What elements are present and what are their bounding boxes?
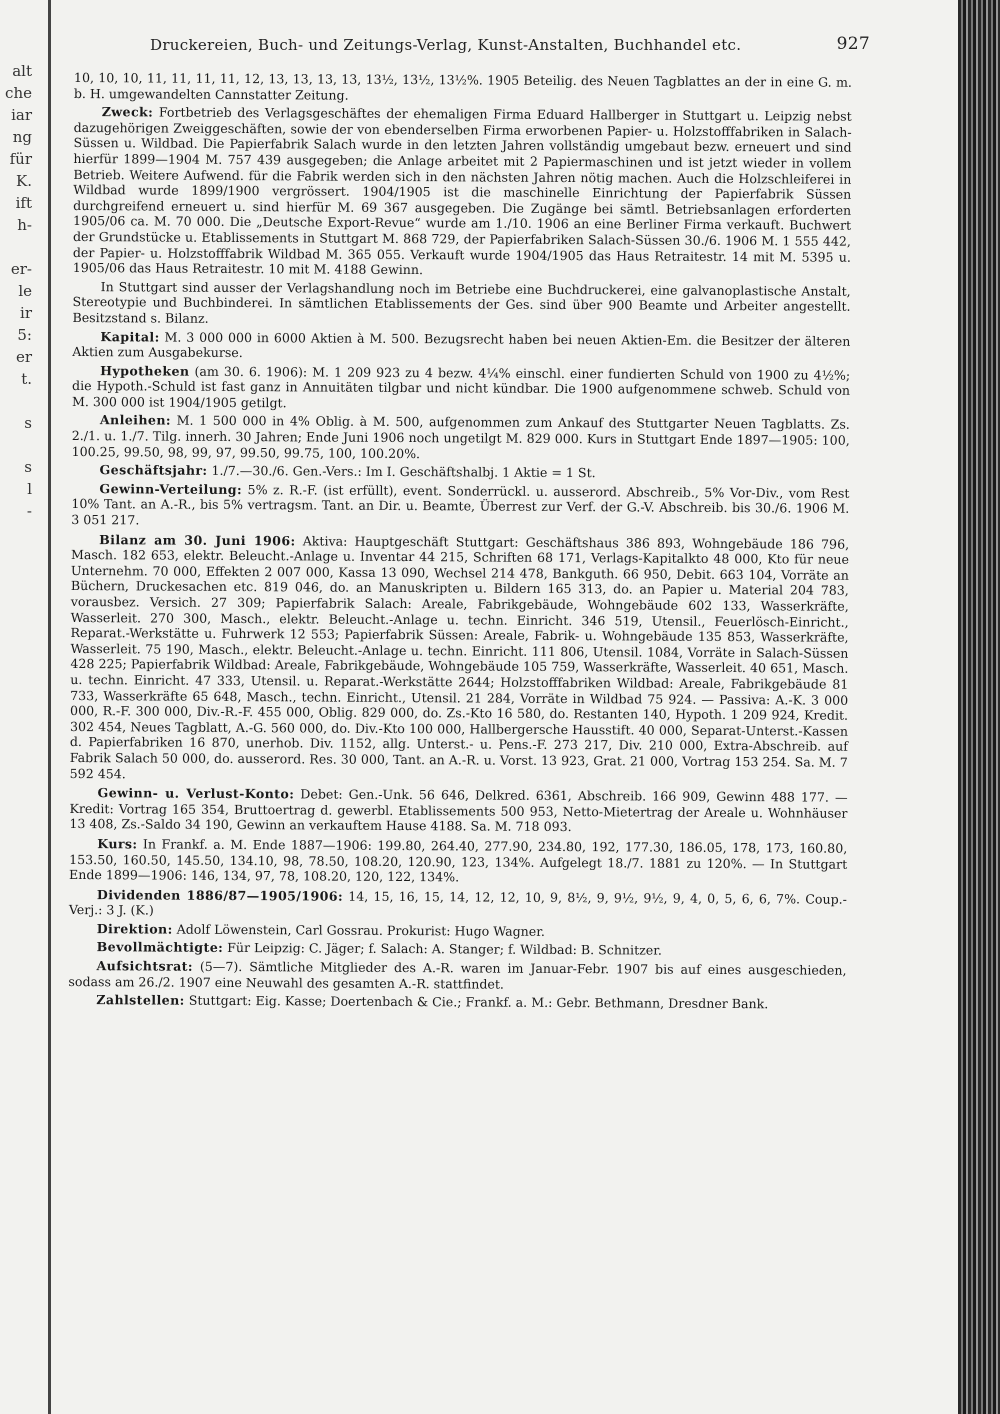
margin-fragment: s	[24, 414, 32, 432]
page-number: 927	[836, 34, 870, 54]
margin-fragment: t.	[21, 370, 32, 388]
running-header	[150, 36, 870, 54]
paragraph	[69, 939, 847, 959]
margin-fragment: ift	[15, 194, 32, 212]
paragraph-text: (5—7). Sämtliche Mitglieder des A.-R. waren im Januar-Febr. 1907 bis auf eines ausgeschieden, sodass am 26./2. 1907 eine Neuwahl des gesamten A.-R. stattfindet.	[68, 958, 847, 992]
section-label: Gewinn-Verteilung:	[99, 481, 243, 497]
margin-fragment: K.	[16, 172, 32, 190]
paragraph-text: 14, 15, 16, 15, 14, 12, 12, 10, 9, 8½, 9, 9½, 9½, 9, 4, 0, 5, 6, 6, 7%. Coup.-Verj.: 3 J. (K.)	[68, 888, 847, 918]
paragraph	[70, 532, 850, 786]
section-label: Kurs:	[97, 836, 138, 852]
left-margin-fragments	[0, 60, 36, 522]
margin-fragment: s	[24, 458, 32, 476]
page-fold-line	[48, 0, 51, 1414]
section-label: Kapital:	[100, 328, 160, 345]
paragraph-text: Fortbetrieb des Verlagsgeschäftes der ehemaligen Firma Eduard Hallberger in Stuttgart u. Leipzig nebst dazugehörigen Zweiggeschäften, sowie der von ebenderselben Firma erworbenen Papier- u. Holzstofffabriken in Salach-Süssen u. Wildbad. Die Papierfabrik Salach wurde in den letzten Jahren vollständig umgebaut bezw. erneuert und sind hierfür 1899—1904 M. 757 439 ausgegeben; die Anlage arbeitet mit 2 Papiermaschinen und ist jetzt wieder in vollem Betrieb. Weitere Aufwend. für die Fabrik werden sich in den nächsten Jahren nötig machen. Auch die Holzschleiferei in Wildbad wurde 1899/1900 vergrössert. 1904/1905 ist die maschinelle Einrichtung der Papierfabrik Süssen durchgreifend erneuert u. sind hierfür M. 69 367 ausgegeben. Die Zugänge bei sämtl. Betriebsanlagen erforderten 1905/06 ca. M. 70 000. Die „Deutsche Export-Revue“ wurde am 1./10. 1906 an eine Berliner Firma verkauft. Buchwert der Grundstücke u. Etablissements in Stuttgart M. 868 729, der Papierfabriken Salach-Süssen 30./6. 1906 M. 1 555 442, der Papier- u. Holzstofffabrik Wildbad M. 365 055. Verkauft wurde 1904/1905 das Haus Retraitestr. 14 mit M. 5395 u. 1905/06 das Haus Retraitestr. 10 mit M. 4188 Gewinn.	[72, 104, 852, 278]
section-label: Geschäftsjahr:	[99, 462, 208, 479]
paragraph-text: Stuttgart: Eig. Kasse; Doertenbach & Cie.; Frankf. a. M.: Gebr. Bethmann, Dresdner Bank.	[188, 992, 769, 1012]
section-label: Zweck:	[101, 104, 154, 120]
paragraph	[72, 412, 850, 464]
paragraph	[68, 992, 846, 1012]
margin-fragment: alt	[12, 62, 32, 80]
paragraph	[69, 887, 847, 923]
section-label: Anleihen:	[99, 412, 171, 429]
section-label: Direktion:	[96, 921, 173, 937]
section-label: Bevollmächtigte:	[96, 939, 224, 956]
margin-fragment	[0, 434, 36, 456]
paragraph-text: 1./7.—30./6. Gen.-Vers.: Im I. Geschäftshalbj. 1 Aktie = 1 St.	[211, 463, 596, 481]
margin-fragment: er	[15, 348, 32, 366]
paragraph	[73, 104, 852, 280]
paragraph-text: Debet: Gen.-Unk. 56 646, Delkred. 6361, Abschreib. 166 909, Gewinn 488 177. — Kredit: Vortrag 165 354, Bruttoertrag d. gewerbl. Etablissements 500 953, Netto-Mietertrag der Areale u. Wohnhäuser 13 408, Zs.-Saldo 34 190, Gewinn an verkauftem Hause 4188. Sa. M. 718 093.	[69, 786, 848, 835]
book-binding-edge	[958, 0, 1000, 1414]
margin-fragment: -	[26, 502, 32, 520]
paragraph	[72, 279, 850, 331]
paragraph	[71, 481, 849, 533]
margin-fragment	[0, 236, 36, 258]
paragraph-text: Aktiva: Hauptgeschäft Stuttgart: Geschäftshaus 386 893, Wohngebäude 186 796, Masch. 182 653, elektr. Beleucht.-Anlage u. Inventar 44 215, Schriften 68 171, Verlags-Kapitalkto 48 000, Kto für neue Unternehm. 70 000, Effekten 2 007 000, Kassa 13 090, Wechsel 214 478, Bankguth. 66 950, Debit. 663 104, Vorräte an Büchern, Druckesachen etc. 819 046, do. an Manuskripten u. Bildern 165 313, do. an Papier u. Material 204 783, vorausbez. Versich. 27 309; Papierfabrik Salach: Areale, Fabrikgebäude, Wohngebäude 602 133, Wasserkräfte, Wasserleit. 270 300, Masch., elektr. Beleucht.-Anlage u. techn. Einricht. 346 519, Utensil., Feuerlösch-Einricht., Reparat.-Werkstätte u. Fuhrwerk 12 553; Papierfabrik Süssen: Areale, Fabrik- u. Wohngebäude 135 853, Wasserkräfte, Wasserleit. 75 190, Masch., elektr. Beleucht.-Anlage u. techn. Einricht. 111 806, Utensil. 1084, Vorräte in Salach-Süssen 428 225; Papierfabrik Wildbad: Areale, Fabrikgebäude, Wohngebäude 105 759, Wasserkräfte, Wasserleit. 40 651, Masch. u. techn. Einricht. 47 333, Utensil. u. Reparat.-Werkstätte 2644; Holzstofffabriken Wildbad: Areale, Fabrikgebäude 81 733, Wasserkräfte 65 648, Masch., techn. Einricht., Utensil. 21 284, Vorräte in Wildbad 75 924. — Passiva: A.-K. 3 000 000, R.-F. 300 000, Div.-R.-F. 455 000, Oblig. 829 000, do. Zs.-Kto 16 580, do. Restanten 140, Hypoth. 1 209 924, Kredit. 302 454, Neues Tagblatt, A.-G. 560 000, do. Div.-Kto 100 000, Hallbergersche Hausstift. 40 000, Separat-Unterst.-Kassen d. Papierfabriken 16 870, unerhob. Div. 1152, allg. Unterst.- u. Pens.-F. 273 217, Div. 210 000, Extra-Abschreib. auf Fabrik Salach 50 000, do. ausserord. Res. 30 000, Tant. an A.-R. u. Vorst. 13 923, Grat. 21 000, Vortrag 153 254. Sa. M. 7 592 454.	[69, 533, 850, 781]
paragraph-text: Adolf Löwenstein, Carl Gossrau. Prokurist: Hugo Wagner.	[176, 921, 545, 939]
paragraph-text: M. 1 500 000 in 4% Oblig. à M. 500, aufgenommen zum Ankauf des Stuttgarter Neuen Tagblatts. Zs. 2./1. u. 1./7. Tilg. innerh. 30 Jahren; Ende Juni 1906 noch ungetilgt M. 829 000. Kurs in Stuttgart Ende 1897—1905: 100, 100.25, 99.50, 98, 99, 97, 99.50, 99.75, 100, 100.20%.	[71, 413, 850, 461]
margin-fragment: für	[9, 150, 32, 168]
running-title: Druckereien, Buch- und Zeitungs-Verlag, Kunst-Anstalten, Buchhandel etc.	[150, 36, 742, 54]
paragraph-text: 10, 10, 10, 11, 11, 11, 11, 12, 13, 13, 13, 13, 13½, 13½, 13½%. 1905 Beteilig. des Neuen Tagblattes an der in eine G. m. b. H. umgewandelten Cannstatter Zeitung.	[73, 70, 852, 103]
margin-fragment: ir	[20, 304, 32, 322]
margin-fragment: er-	[10, 260, 32, 278]
paragraph-text: Für Leipzig: C. Jäger; f. Salach: A. Stanger; f. Wildbad: B. Schnitzer.	[227, 940, 662, 959]
paragraph	[69, 836, 847, 888]
margin-fragment	[0, 390, 36, 412]
paragraph	[69, 785, 847, 837]
section-label: Bilanz am 30. Juni 1906:	[99, 531, 296, 548]
paragraph	[72, 462, 850, 482]
margin-fragment: ng	[12, 128, 32, 146]
margin-fragment: iar	[11, 106, 32, 124]
margin-fragment: 5:	[17, 326, 32, 344]
section-label: Zahlstellen:	[96, 992, 185, 1008]
margin-fragment: che	[5, 84, 32, 102]
paragraph	[69, 921, 847, 941]
paragraph	[72, 363, 850, 415]
paragraph-text: 5% z. R.-F. (ist erfüllt), event. Sonderrückl. u. ausserord. Abschreib., 5% Vor-Div., vom Rest 10% Tant. an A.-R., bis 5% vertragsm. Tant. an Dir. u. Beamte, Überrest zur Verf. der G.-V. Abschreib. bis 30./6. 1906 M. 3 051 217.	[71, 481, 850, 528]
paragraph	[72, 328, 850, 364]
paragraph-text: In Stuttgart sind ausser der Verlagshandlung noch im Betriebe eine Buchdruckerei, eine galvanoplastische Anstalt, Stereotypie und Buchbinderei. In sämtlichen Etablissements der Ges. sind über 900 Beamte und Arbeiter angestellt. Besitzstand s. Bilanz.	[72, 278, 851, 326]
article-body	[68, 70, 852, 1016]
section-label: Gewinn- u. Verlust-Konto:	[97, 785, 295, 802]
section-label: Aufsichtsrat:	[96, 958, 193, 974]
section-label: Dividenden 1886/87—1905/1906:	[96, 886, 344, 904]
paragraph-text: M. 3 000 000 in 6000 Aktien à M. 500. Bezugsrecht haben bei neuen Aktien-Em. die Besitzer der älteren Aktien zum Ausgabekurse.	[72, 329, 851, 361]
paragraph	[74, 70, 852, 106]
paragraph-text: In Frankf. a. M. Ende 1887—1906: 199.80, 264.40, 277.90, 234.80, 192, 177.30, 186.05, 178, 173, 160.80, 153.50, 160.50, 145.50, 134.10, 98, 78.50, 108.20, 120.90, 123, 134%. Aufgelegt 18./7. 1881 zu 120%. — In Stuttgart Ende 1899—1906: 146, 134, 97, 78, 108.20, 120, 122, 134%.	[69, 836, 848, 885]
section-label: Hypotheken	[100, 362, 190, 379]
margin-fragment: le	[18, 282, 32, 300]
paragraph-text: (am 30. 6. 1906): M. 1 209 923 zu 4 bezw. 4¼% einschl. einer fundierten Schuld von 1900 zu 4½%; die Hypoth.-Schuld ist fast ganz in Annuitäten tilgbar und nicht kündbar. Die 1900 aufgenommene schweb. Schuld von M. 300 000 ist 1904/1905 getilgt.	[71, 363, 851, 411]
margin-fragment: l	[27, 480, 32, 498]
margin-fragment: h-	[17, 216, 32, 234]
paragraph	[68, 958, 846, 994]
